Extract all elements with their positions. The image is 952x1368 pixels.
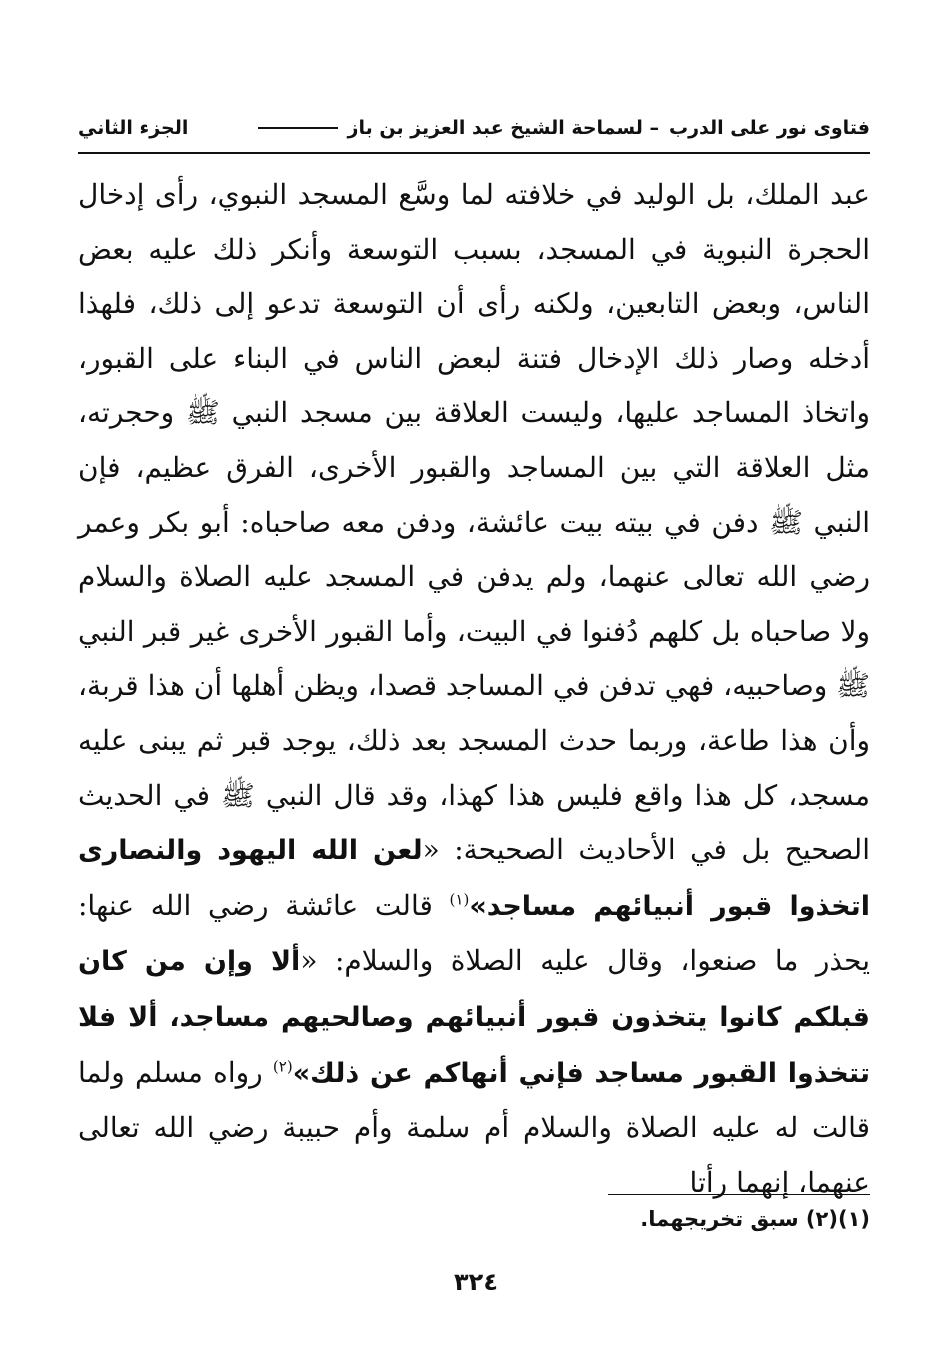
footnote-divider	[608, 1194, 870, 1195]
paragraph-part-1: عبد الملك، بل الوليد في خلافته لما وسَّع المسجد النبوي، رأى إدخال الحجرة النبوية في المسجد، بسبب التوسعة وأنكر ذلك عليه بعض الناس، وبعض التابعين، ولكنه رأى أن التوسعة تدعو إلى ذلك، فلهذا أدخله وصار ذلك الإدخال فتنة لبعض الناس في البناء على القبور، واتخاذ المساجد عليها، وليست العلاقة بين مسجد النبي ﷺ وحجرته، مثل العلاقة التي بين المساجد والقبور الأخرى، الفرق عظيم، فإن النبي ﷺ دفن في بيته بيت عائشة، ودفن معه صاحباه: أبو بكر وعمر رضي الله تعالى عنهما، ولم يدفن في المسجد عليه الصلاة والسلام ولا صاحباه بل كلهم دُفنوا في البيت، وأما القبور الأخرى غير قبر النبي ﷺ وصاحبيه، فهي تدفن في المساجد قصدا، ويظن أهلها أن هذا قربة، وأن هذا طاعة، وربما حدث المسجد بعد ذلك، يوجد قبر ثم يبنى عليه مسجد، كل هذا واقع فليس هذا كهذا، وقد قال النبي ﷺ في الحديث الصحيح بل في الأحاديث الصحيحة: «	[78, 178, 871, 867]
page-number: ٣٢٤	[454, 1268, 498, 1296]
header-title	[258, 117, 870, 139]
author-name: – لسماحة الشيخ عبد العزيز بن باز	[347, 117, 659, 139]
volume-label: الجزء الثاني	[78, 117, 189, 139]
footnote-marker-1[interactable]: (١)	[449, 890, 470, 909]
paragraph-part-3: رواه مسلم ولما قالت له عليه الصلاة والسلام أم سلمة وأم حبيبة رضي الله تعالى عنهما، إنهما رأتا	[78, 1055, 870, 1199]
footnote-marker-2[interactable]: (٢)	[272, 1057, 293, 1076]
header-dash-line	[258, 127, 338, 129]
running-header	[78, 108, 870, 148]
hadith-quote-1: لعن الله اليهود والنصارى اتخذوا قبور أنبيائهم مساجد»	[78, 835, 870, 922]
paragraph-part-2: قالت عائشة رضي الله عنها: يحذر ما صنعوا، وقال عليه الصلاة والسلام: «	[78, 888, 870, 978]
book-title: فتاوى نور على الدرب	[669, 117, 870, 139]
hadith-quote-2: ألا وإن من كان قبلكم كانوا يتخذون قبور أنبيائهم وصالحيهم مساجد، ألا فلا تتخذوا القبور مساجد فإني أنهاكم عن ذلك»	[78, 946, 870, 1089]
header-divider	[78, 152, 870, 154]
main-text	[78, 168, 870, 1210]
footnote: (١)(٢) سبق تخريجهما.	[640, 1207, 870, 1231]
